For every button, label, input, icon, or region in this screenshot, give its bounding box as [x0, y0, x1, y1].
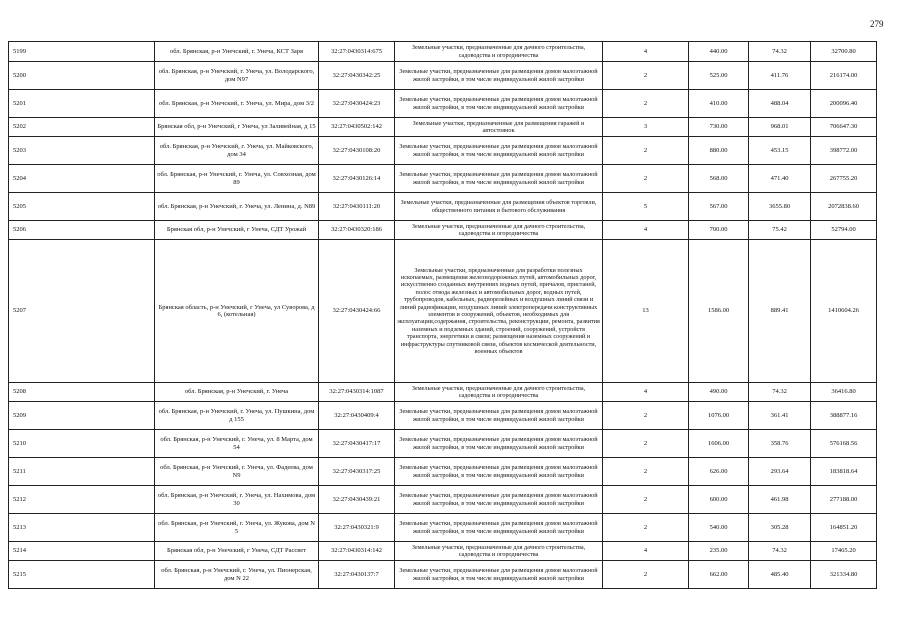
- cadastral-value-cell: 200096.40: [811, 90, 877, 118]
- group-cell: 2: [603, 402, 689, 430]
- specific-value-cell: 488.04: [749, 90, 811, 118]
- table-row: [9, 221, 877, 240]
- table-row: [9, 383, 877, 402]
- area-cell: 440.00: [689, 42, 749, 62]
- address-cell: Брянская область, р-н Унечский, г Унеча, ул Суворова, д 6, (котельная): [155, 240, 319, 383]
- row-number: 5211: [9, 458, 155, 486]
- row-number: 5209: [9, 402, 155, 430]
- land-use-cell: Земельные участки, предназначенные для дачного строительства, садоводства и огородничества: [395, 383, 603, 402]
- group-cell: 2: [603, 561, 689, 589]
- cadastral-number-cell: 32:27:0430417:17: [319, 430, 395, 458]
- area-cell: 568.00: [689, 165, 749, 193]
- row-number: 5204: [9, 165, 155, 193]
- address-cell: обл. Брянская, р-н Унечский, г. Унеча, ул. Фадеева, дом N9: [155, 458, 319, 486]
- cadastral-value-cell: 36416.80: [811, 383, 877, 402]
- area-cell: 600.00: [689, 486, 749, 514]
- group-cell: 2: [603, 486, 689, 514]
- cadastral-value-cell: 32700.80: [811, 42, 877, 62]
- cadastral-value-cell: 17465.20: [811, 542, 877, 561]
- area-cell: 1076.00: [689, 402, 749, 430]
- row-number: 5213: [9, 514, 155, 542]
- address-cell: обл. Брянская, р-н Унечский, г. Унеча, ул. Жукова, дом N 5: [155, 514, 319, 542]
- cadastral-value-cell: 321334.80: [811, 561, 877, 589]
- specific-value-cell: 74.32: [749, 383, 811, 402]
- address-cell: обл. Брянская, р-н Унечский, г. Унеча, ул. Совхозная, дом 89: [155, 165, 319, 193]
- row-number: 5215: [9, 561, 155, 589]
- specific-value-cell: 889.41: [749, 240, 811, 383]
- table-row: [9, 62, 877, 90]
- group-cell: 2: [603, 90, 689, 118]
- group-cell: 4: [603, 221, 689, 240]
- area-cell: 490.00: [689, 383, 749, 402]
- cadastral-number-cell: 32:27:0430314:675: [319, 42, 395, 62]
- table-row: [9, 458, 877, 486]
- group-cell: 2: [603, 137, 689, 165]
- group-cell: 4: [603, 42, 689, 62]
- specific-value-cell: 471.40: [749, 165, 811, 193]
- specific-value-cell: 461.98: [749, 486, 811, 514]
- area-cell: 540.00: [689, 514, 749, 542]
- land-use-cell: Земельные участки, предназначенные для размещения домов малоэтажной жилой застройки, в том числе индивидуальной жилой застройки: [395, 137, 603, 165]
- land-use-cell: Земельные участки, предназначенные для разработки полезных ископаемых, размещения железнодорожных путей, автомобильных дорог, искусственно созданных внутренних водных путей, причалов, пристаней, полос отвода железных и автомобильных дорог, водных путей, трубопроводов, кабельных, радиорелейных и воздушных линий связи и линий радиофикации, воздушных линий электропередачи конструктивных элементов и сооружений, объектов, необходимых для эксплуатации,содержания, строительства, реконструкции, ремонта, развития наземных и подземных зданий, строений, сооружений, устройств транспорта, энергетики и связи; размещения наземных сооружений и инфраструктуры спутниковой связи, объектов космической деятельности, военных объектов: [395, 240, 603, 383]
- area-cell: 880.00: [689, 137, 749, 165]
- cadastral-number-cell: 32:27:0430439:21: [319, 486, 395, 514]
- cadastral-value-table: [8, 41, 877, 589]
- specific-value-cell: 358.76: [749, 430, 811, 458]
- table-row: [9, 514, 877, 542]
- cadastral-number-cell: 32:27:0430320:186: [319, 221, 395, 240]
- row-number: 5203: [9, 137, 155, 165]
- row-number: 5200: [9, 62, 155, 90]
- cadastral-value-cell: 277188.00: [811, 486, 877, 514]
- cadastral-number-cell: 32:27:0430502:142: [319, 118, 395, 137]
- area-cell: 730.00: [689, 118, 749, 137]
- page-number: 279: [870, 19, 884, 29]
- cadastral-value-cell: 1410604.26: [811, 240, 877, 383]
- cadastral-value-cell: 398772.00: [811, 137, 877, 165]
- cadastral-number-cell: 32:27:0430409:4: [319, 402, 395, 430]
- land-use-cell: Земельные участки, предназначенные для размещения домов малоэтажной жилой застройки, в том числе индивидуальной жилой застройки: [395, 402, 603, 430]
- table-row: [9, 542, 877, 561]
- group-cell: 4: [603, 542, 689, 561]
- table-row: [9, 240, 877, 383]
- group-cell: 4: [603, 383, 689, 402]
- area-cell: 525.00: [689, 62, 749, 90]
- address-cell: обл. Брянская, р-н Унечский, г. Унеча, ул. Мира, дом 3/2: [155, 90, 319, 118]
- table-row: [9, 402, 877, 430]
- area-cell: 567.00: [689, 193, 749, 221]
- table-row: [9, 193, 877, 221]
- table-row: [9, 90, 877, 118]
- specific-value-cell: 74.32: [749, 542, 811, 561]
- cadastral-number-cell: 32:27:0430317:25: [319, 458, 395, 486]
- row-number: 5214: [9, 542, 155, 561]
- area-cell: 700.00: [689, 221, 749, 240]
- specific-value-cell: 3655.80: [749, 193, 811, 221]
- group-cell: 2: [603, 458, 689, 486]
- group-cell: 2: [603, 514, 689, 542]
- group-cell: 2: [603, 165, 689, 193]
- land-use-cell: Земельные участки, предназначенные для размещения домов малоэтажной жилой застройки, в том числе индивидуальной жилой застройки: [395, 62, 603, 90]
- cadastral-number-cell: 32:27:0430342:25: [319, 62, 395, 90]
- cadastral-number-cell: 32:27:0430137:7: [319, 561, 395, 589]
- cadastral-value-cell: 706647.30: [811, 118, 877, 137]
- address-cell: обл. Брянская, р-н Унечский, г. Унеча, ул. Ленина, д. N89: [155, 193, 319, 221]
- address-cell: Брянская обл, р-н Унечский, г Унеча, ул Заливейная, д 15: [155, 118, 319, 137]
- cadastral-value-cell: 52794.00: [811, 221, 877, 240]
- area-cell: 626.00: [689, 458, 749, 486]
- cadastral-number-cell: 32:27:0430321:9: [319, 514, 395, 542]
- group-cell: 13: [603, 240, 689, 383]
- group-cell: 2: [603, 430, 689, 458]
- group-cell: 3: [603, 118, 689, 137]
- cadastral-number-cell: 32:27:0430424:66: [319, 240, 395, 383]
- specific-value-cell: 361.41: [749, 402, 811, 430]
- row-number: 5199: [9, 42, 155, 62]
- land-use-cell: Земельные участки, предназначенные для дачного строительства, садоводства и огородничества: [395, 542, 603, 561]
- cadastral-value-cell: 183818.64: [811, 458, 877, 486]
- land-use-cell: Земельные участки, предназначенные для размещения объектов торговли, общественного питания и бытового обслуживания: [395, 193, 603, 221]
- area-cell: 1606.00: [689, 430, 749, 458]
- specific-value-cell: 411.76: [749, 62, 811, 90]
- land-use-cell: Земельные участки, предназначенные для размещения домов малоэтажной жилой застройки, в том числе индивидуальной жилой застройки: [395, 514, 603, 542]
- specific-value-cell: 968.01: [749, 118, 811, 137]
- cadastral-number-cell: 32:27:0430424:23: [319, 90, 395, 118]
- specific-value-cell: 453.15: [749, 137, 811, 165]
- row-number: 5205: [9, 193, 155, 221]
- row-number: 5207: [9, 240, 155, 383]
- row-number: 5206: [9, 221, 155, 240]
- address-cell: Брянская обл, р-н Унечский, г Унеча, СДТ Урожай: [155, 221, 319, 240]
- table-row: [9, 165, 877, 193]
- table-body: [9, 42, 877, 589]
- address-cell: обл. Брянская, р-н Унечский, г. Унеча, ул. Володарского, дом N97: [155, 62, 319, 90]
- land-use-cell: Земельные участки, предназначенные для дачного строительства, садоводства и огородничества: [395, 42, 603, 62]
- cadastral-number-cell: 32:27:0430314:1087: [319, 383, 395, 402]
- specific-value-cell: 305.28: [749, 514, 811, 542]
- land-use-cell: Земельные участки, предназначенные для размещения домов малоэтажной жилой застройки, в том числе индивидуальной жилой застройки: [395, 561, 603, 589]
- table-row: [9, 486, 877, 514]
- address-cell: обл. Брянская, р-н Унечский, г. Унеча, КСТ Заря: [155, 42, 319, 62]
- row-number: 5202: [9, 118, 155, 137]
- address-cell: обл. Брянская, р-н Унечский, г. Унеча, ул. Нахимова, дом 30: [155, 486, 319, 514]
- cadastral-number-cell: 32:27:0430108:20: [319, 137, 395, 165]
- area-cell: 235.00: [689, 542, 749, 561]
- cadastral-value-cell: 216174.00: [811, 62, 877, 90]
- land-use-cell: Земельные участки, предназначенные для размещения домов малоэтажной жилой застройки, в том числе индивидуальной жилой застройки: [395, 430, 603, 458]
- address-cell: обл. Брянская, р-н Унечский, г. Унеча, ул. Пионерская, дом N 22: [155, 561, 319, 589]
- land-use-cell: Земельные участки, предназначенные для размещения домов малоэтажной жилой застройки, в том числе индивидуальной жилой застройки: [395, 90, 603, 118]
- address-cell: обл. Брянская, р-н Унечский, г. Унеча: [155, 383, 319, 402]
- cadastral-number-cell: 32:27:0430111:20: [319, 193, 395, 221]
- cadastral-value-cell: 576168.56: [811, 430, 877, 458]
- land-use-cell: Земельные участки, предназначенные для размещения домов малоэтажной жилой застройки, в том числе индивидуальной жилой застройки: [395, 165, 603, 193]
- area-cell: 410.00: [689, 90, 749, 118]
- specific-value-cell: 293.64: [749, 458, 811, 486]
- specific-value-cell: 485.40: [749, 561, 811, 589]
- group-cell: 2: [603, 62, 689, 90]
- row-number: 5201: [9, 90, 155, 118]
- cadastral-value-cell: 164851.20: [811, 514, 877, 542]
- cadastral-value-cell: 2072838.60: [811, 193, 877, 221]
- address-cell: Брянская обл, р-н Унечский, г Унеча, СДТ Рассвет: [155, 542, 319, 561]
- table-row: [9, 430, 877, 458]
- table-row: [9, 561, 877, 589]
- row-number: 5212: [9, 486, 155, 514]
- table-row: [9, 137, 877, 165]
- land-use-cell: Земельные участки, предназначенные для дачного строительства, садоводства и огородничества: [395, 221, 603, 240]
- row-number: 5210: [9, 430, 155, 458]
- address-cell: обл. Брянская, р-н Унечский, г. Унеча, ул. 8 Марта, дом 54: [155, 430, 319, 458]
- cadastral-number-cell: 32:27:0430126:14: [319, 165, 395, 193]
- address-cell: обл. Брянская, р-н Унечский, г. Унеча, ул. Пушкина, дом д 155: [155, 402, 319, 430]
- land-use-cell: Земельные участки, предназначенные для размещения домов малоэтажной жилой застройки, в том числе индивидуальной жилой застройки: [395, 486, 603, 514]
- cadastral-number-cell: 32:27:0430314:142: [319, 542, 395, 561]
- land-use-cell: Земельные участки, предназначенные для размещения гаражей и автостоянок: [395, 118, 603, 137]
- table-row: [9, 42, 877, 62]
- cadastral-value-cell: 267755.20: [811, 165, 877, 193]
- group-cell: 5: [603, 193, 689, 221]
- address-cell: обл. Брянская, р-н Унечский, г. Унеча, ул. Майковского, дом 34: [155, 137, 319, 165]
- land-use-cell: Земельные участки, предназначенные для размещения домов малоэтажной жилой застройки, в том числе индивидуальной жилой застройки: [395, 458, 603, 486]
- specific-value-cell: 74.32: [749, 42, 811, 62]
- area-cell: 662.00: [689, 561, 749, 589]
- cadastral-value-cell: 388877.16: [811, 402, 877, 430]
- specific-value-cell: 75.42: [749, 221, 811, 240]
- area-cell: 1586.00: [689, 240, 749, 383]
- table-row: [9, 118, 877, 137]
- row-number: 5208: [9, 383, 155, 402]
